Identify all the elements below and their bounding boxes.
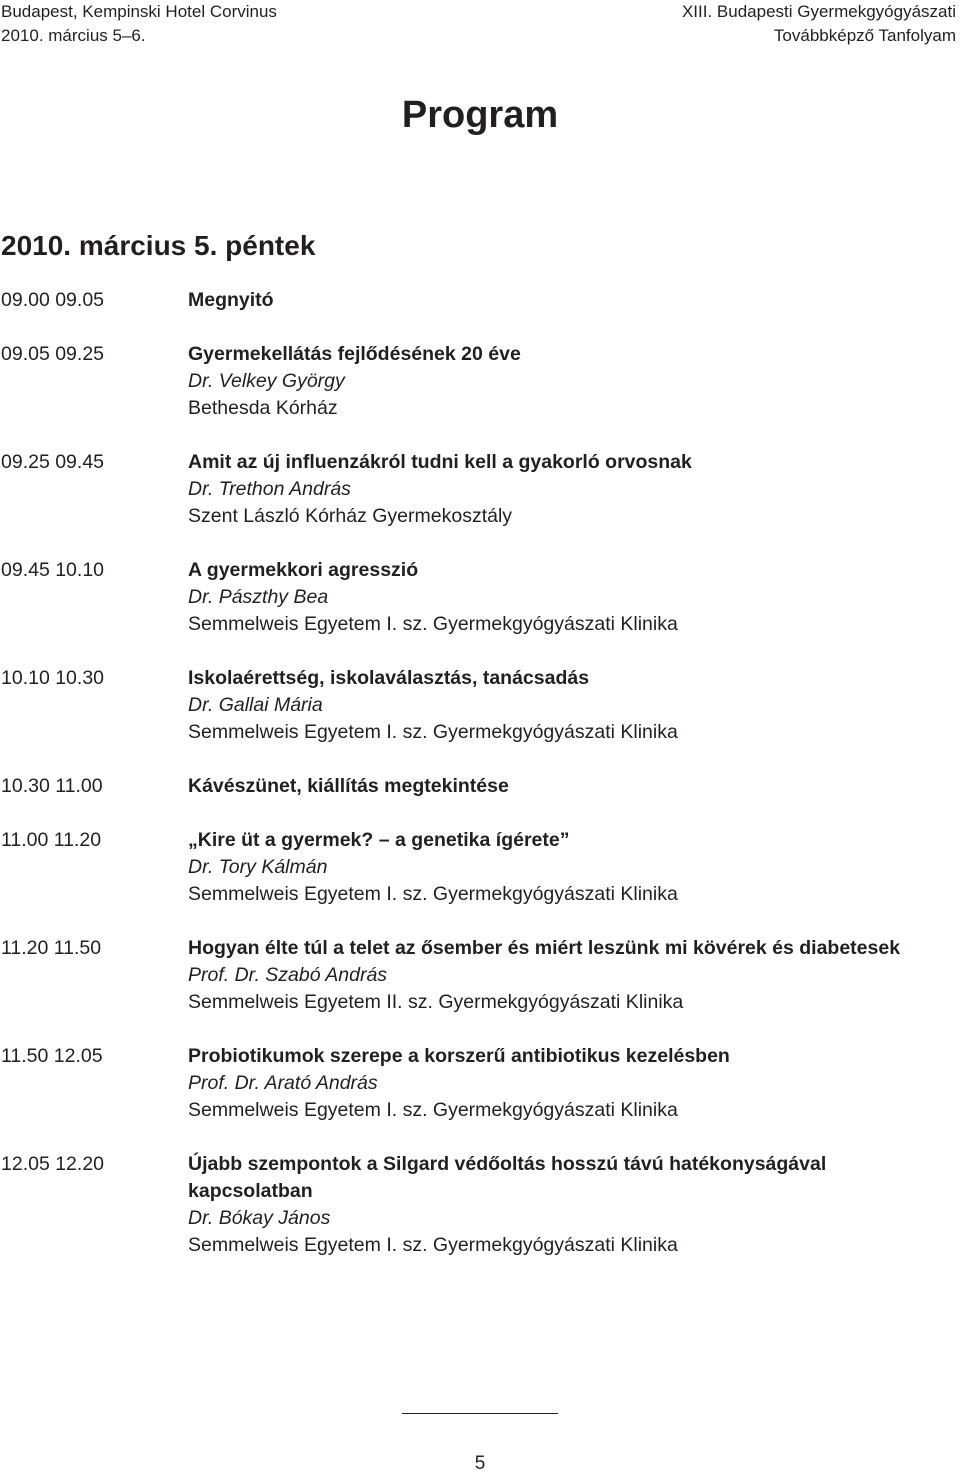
program-entry — [0, 773, 960, 800]
entry-time: 11.50 12.05 — [1, 1045, 103, 1067]
entry-time: 09.00 09.05 — [1, 289, 105, 311]
entry-speaker: Prof. Dr. Szabó András — [188, 964, 388, 986]
entry-title: „Kire üt a gyermek? – a genetika ígérete” — [188, 829, 570, 851]
program-entry — [0, 449, 960, 530]
entry-institution: Szent László Kórház Gyermekosztály — [188, 505, 513, 527]
entry-body — [188, 341, 908, 422]
entry-title: Újabb szempontok a Silgard védőoltás hosszú távú hatékonyságával kapcsolatban — [188, 1153, 827, 1202]
entry-institution: Semmelweis Egyetem I. sz. Gyermekgyógyászati Klinika — [188, 721, 678, 743]
entry-title: Kávészünet, kiállítás megtekintése — [188, 775, 509, 797]
entry-time: 12.05 12.20 — [1, 1153, 105, 1175]
entry-body — [188, 665, 908, 746]
entry-body — [188, 773, 908, 800]
header-right — [682, 0, 956, 48]
entry-body — [188, 449, 908, 530]
entry-body — [188, 1043, 908, 1124]
entry-speaker: Dr. Tory Kálmán — [188, 856, 328, 878]
entry-time: 09.05 09.25 — [1, 343, 105, 365]
entry-body — [188, 1151, 908, 1259]
program-entry — [0, 665, 960, 746]
entry-speaker: Dr. Bókay János — [188, 1207, 331, 1229]
header-event-name: XIII. Budapesti Gyermekgyógyászati — [681, 2, 956, 21]
entry-institution: Semmelweis Egyetem I. sz. Gyermekgyógyászati Klinika — [188, 883, 678, 905]
entry-body — [188, 935, 908, 1016]
entry-title: Gyermekellátás fejlődésének 20 éve — [188, 343, 521, 365]
entry-time: 09.25 09.45 — [1, 451, 105, 473]
program-entry — [0, 341, 960, 422]
entry-institution: Semmelweis Egyetem I. sz. Gyermekgyógyászati Klinika — [188, 613, 678, 635]
program-list — [0, 287, 960, 1286]
entry-body — [188, 827, 908, 908]
entry-time: 11.00 11.20 — [1, 829, 102, 851]
entry-time: 10.10 10.30 — [1, 667, 105, 689]
entry-speaker: Dr. Velkey György — [188, 370, 345, 392]
program-entry — [0, 287, 960, 314]
entry-speaker: Dr. Pászthy Bea — [188, 586, 329, 608]
entry-speaker: Prof. Dr. Arató András — [188, 1072, 378, 1094]
entry-institution: Bethesda Kórház — [188, 397, 338, 419]
entry-title: Hogyan élte túl a telet az ősember és miért leszünk mi kövérek és diabetesek — [188, 937, 901, 959]
program-entry — [0, 827, 960, 908]
page-title: Program — [401, 94, 559, 136]
entry-institution: Semmelweis Egyetem I. sz. Gyermekgyógyászati Klinika — [188, 1234, 678, 1256]
entry-body — [188, 557, 908, 638]
header-venue: Budapest, Kempinski Hotel Corvinus — [1, 2, 277, 21]
entry-title: Amit az új influenzákról tudni kell a gyakorló orvosnak — [188, 451, 692, 473]
header-dates: 2010. március 5–6. — [1, 26, 146, 45]
entry-title: A gyermekkori agresszió — [188, 559, 419, 581]
entry-title: Iskolaérettség, iskolaválasztás, tanácsadás — [188, 667, 590, 689]
entry-institution: Semmelweis Egyetem II. sz. Gyermekgyógyászati Klinika — [188, 991, 684, 1013]
entry-time: 09.45 10.10 — [1, 559, 105, 581]
program-entry — [0, 1151, 960, 1259]
day-heading: 2010. március 5. péntek — [1, 230, 316, 261]
entry-time: 10.30 11.00 — [1, 775, 103, 797]
entry-body — [188, 287, 908, 314]
program-entry — [0, 935, 960, 1016]
entry-institution: Semmelweis Egyetem I. sz. Gyermekgyógyászati Klinika — [188, 1099, 678, 1121]
program-entry — [0, 1043, 960, 1124]
entry-speaker: Dr. Gallai Mária — [188, 694, 323, 716]
program-entry — [0, 557, 960, 638]
page-number: 5 — [474, 1453, 486, 1474]
entry-title: Megnyitó — [188, 289, 274, 311]
entry-speaker: Dr. Trethon András — [188, 478, 351, 500]
header-left — [1, 0, 277, 48]
entry-title: Probiotikumok szerepe a korszerű antibiotikus kezelésben — [188, 1045, 730, 1067]
footer-rule — [402, 1413, 558, 1414]
header-event-subtitle: Továbbképző Tanfolyam — [773, 26, 956, 45]
entry-time: 11.20 11.50 — [1, 937, 102, 959]
